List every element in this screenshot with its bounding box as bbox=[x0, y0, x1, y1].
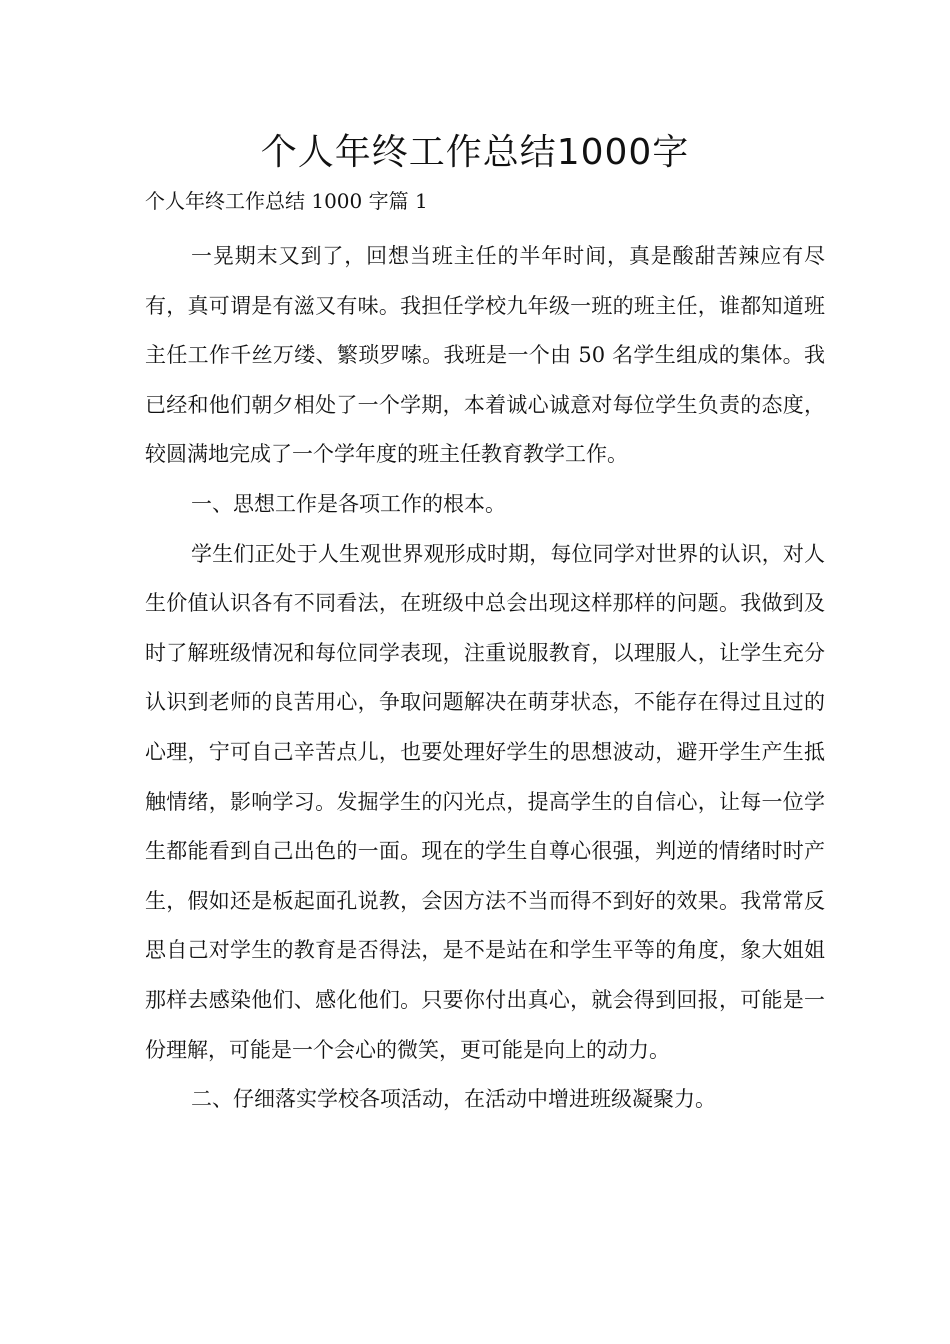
paragraph-intro: 一晃期末又到了，回想当班主任的半年时间，真是酸甜苦辣应有尽有，真可谓是有滋又有味。我担任学校九年级一班的班主任，谁都知道班主任工作千丝万缕、繁琐罗嗦。我班是一个由 50 名学生组成的集体。我已经和他们朝夕相处了一个学期，本着诚心诚意对每位学生负责的态度，较圆满地完成了一个学年度的班主任教育教学工作。 bbox=[145, 244, 825, 467]
section-heading-1: 一、思想工作是各项工作的根本。 bbox=[191, 491, 506, 516]
paragraph-section-1: 学生们正处于人生观世界观形成时期，每位同学对世界的认识，对人生价值认识各有不同看法，在班级中总会出现这样那样的问题。我做到及时了解班级情况和每位同学表现，注重说服教育，以理服人，让学生充分认识到老师的良苦用心，争取问题解决在萌芽状态，不能存在得过且过的心理，宁可自己辛苦点儿，也要处理好学生的思想波动，避开学生产生抵触情绪，影响学习。发掘学生的闪光点，提高学生的自信心，让每一位学生都能看到自己出色的一面。现在的学生自尊心很强，判逆的情绪时时产生，假如还是板起面孔说教，会因方法不当而得不到好的效果。我常常反思自己对学生的教育是否得法，是不是站在和学生平等的角度，象大姐姐那样去感染他们、感化他们。只要你付出真心，就会得到回报，可能是一份理解，可能是一个会心的微笑，更可能是向上的动力。 bbox=[145, 541, 825, 1062]
document-subtitle: 个人年终工作总结 1000 字篇 1 bbox=[145, 189, 428, 213]
document-body bbox=[145, 232, 825, 1125]
section-heading-2: 二、仔细落实学校各项活动，在活动中增进班级凝聚力。 bbox=[191, 1087, 716, 1112]
document-title: 个人年终工作总结1000字 bbox=[260, 132, 690, 173]
